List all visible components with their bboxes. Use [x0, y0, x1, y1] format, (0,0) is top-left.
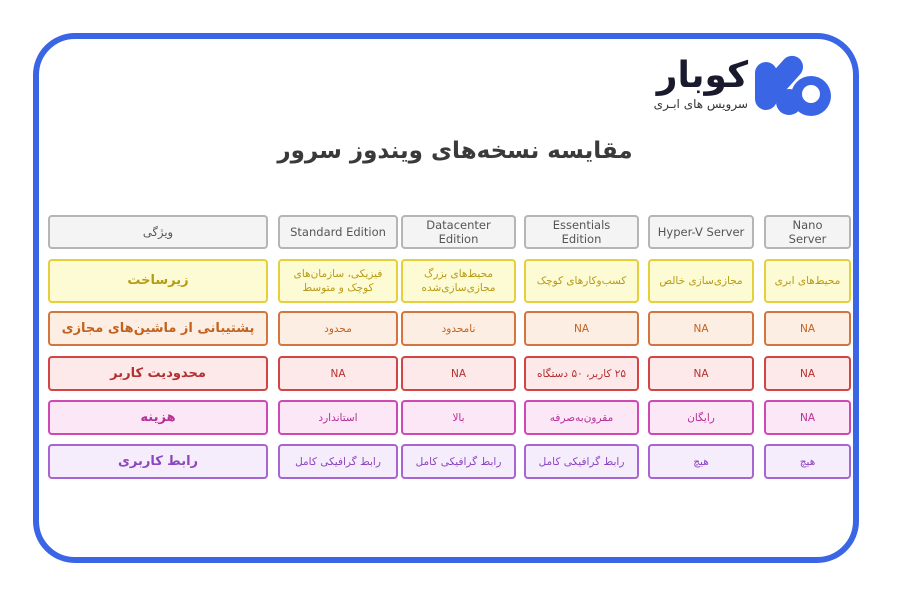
table-cell: رابط گرافیکی کامل [278, 444, 398, 479]
edition-header: Datacenter Edition [401, 215, 516, 249]
row-label: رابط کاربری [48, 444, 268, 479]
row-label: زیرساخت [48, 259, 268, 303]
edition-header: Hyper-V Server [648, 215, 754, 249]
edition-header: Standard Edition [278, 215, 398, 249]
page-title: مقایسه نسخه‌های ویندوز سرور [277, 138, 633, 164]
table-cell: NA [401, 356, 516, 391]
brand-logo[interactable] [620, 54, 835, 118]
table-cell: هیچ [764, 444, 851, 479]
feature-header: ویژگی [48, 215, 268, 249]
table-cell: محیط‌های بزرگ مجازی‌سازی‌شده [401, 259, 516, 303]
table-cell: NA [764, 356, 851, 391]
edition-header: Essentials Edition [524, 215, 639, 249]
table-cell: محدود [278, 311, 398, 346]
table-cell: کسب‌وکارهای کوچک [524, 259, 639, 303]
table-cell: رابط گرافیکی کامل [524, 444, 639, 479]
brand-text [620, 56, 748, 112]
table-cell: فیزیکی، سازمان‌های کوچک و متوسط [278, 259, 398, 303]
table-cell: استاندارد [278, 400, 398, 435]
table-cell: ۲۵ کاربر، ۵۰ دستگاه [524, 356, 639, 391]
table-cell: نامحدود [401, 311, 516, 346]
brand-tagline: سرویس های ابـری [653, 97, 748, 111]
table-cell: مقرون‌به‌صرفه [524, 400, 639, 435]
table-cell: رایگان [648, 400, 754, 435]
table-cell: بالا [401, 400, 516, 435]
brand-name: کوبار [656, 55, 748, 96]
row-label: هزینه [48, 400, 268, 435]
table-cell: NA [648, 356, 754, 391]
table-cell: NA [648, 311, 754, 346]
table-cell: محیط‌های ابری [764, 259, 851, 303]
table-cell: NA [764, 311, 851, 346]
table-cell: هیچ [648, 444, 754, 479]
table-cell: NA [764, 400, 851, 435]
row-label: پشتیبانی از ماشین‌های مجازی [48, 311, 268, 346]
cloud-k-icon [753, 54, 835, 118]
table-cell: NA [278, 356, 398, 391]
row-label: محدودیت کاربر [48, 356, 268, 391]
table-cell: مجازی‌سازی خالص [648, 259, 754, 303]
edition-header: Nano Server [764, 215, 851, 249]
table-cell: رابط گرافیکی کامل [401, 444, 516, 479]
table-cell: NA [524, 311, 639, 346]
